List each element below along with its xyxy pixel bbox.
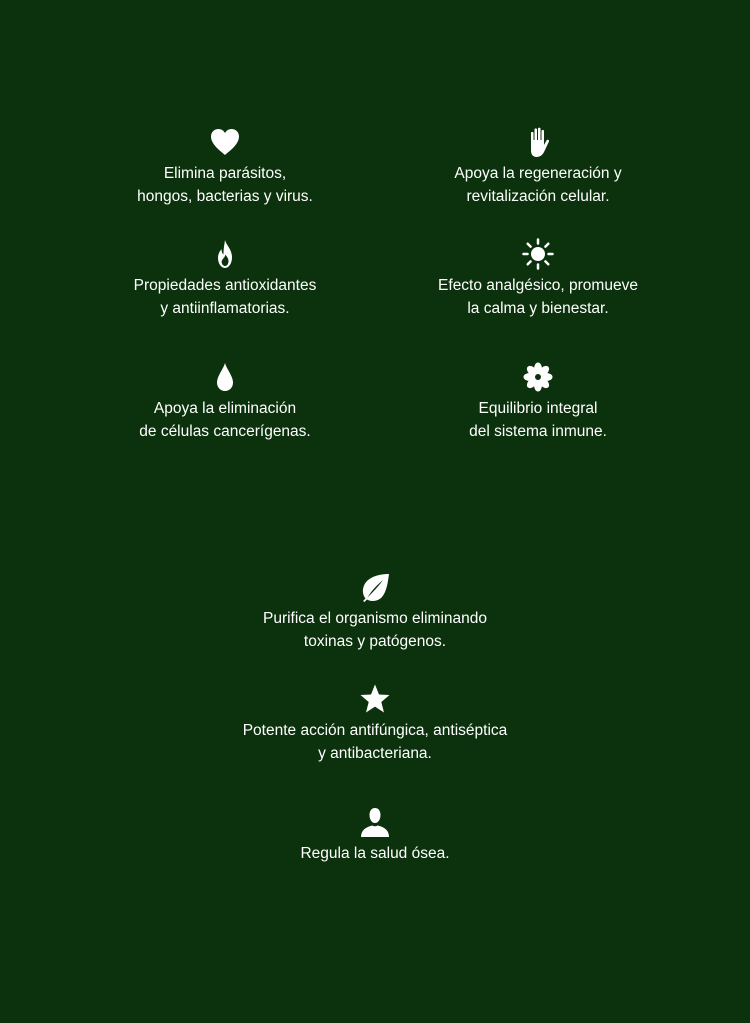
benefit-text: Elimina parásitos, hongos, bacterias y virus. (137, 165, 313, 205)
benefit-text: Efecto analgésico, promueve la calma y bienestar. (438, 277, 638, 317)
flower-icon (522, 361, 554, 393)
sun-icon (522, 238, 554, 270)
benefit-text: Equilibrio integral del sistema inmune. (469, 400, 607, 440)
hand-icon (522, 126, 554, 158)
star-icon (359, 683, 391, 715)
benefit-text: Regula la salud ósea. (300, 845, 450, 862)
drop-icon (209, 361, 241, 393)
person-icon (359, 806, 391, 838)
benefit-item (378, 238, 698, 320)
benefit-text: Apoya la eliminación de células cancerígenas. (139, 400, 311, 440)
benefit-item (175, 571, 575, 653)
benefit-text: Purifica el organismo eliminando toxinas y patógenos. (262, 610, 487, 650)
benefit-item (65, 361, 385, 443)
benefit-item (378, 361, 698, 443)
benefit-text: Apoya la regeneración y revitalización celular. (454, 165, 622, 205)
benefit-item (175, 683, 575, 765)
benefit-item (378, 126, 698, 208)
benefit-item (65, 238, 385, 320)
benefit-item (175, 806, 575, 865)
benefit-text: Potente acción antifúngica, antiséptica y antibacteriana. (242, 722, 508, 762)
benefit-item (65, 126, 385, 208)
benefit-text: Propiedades antioxidantes y antiinflamatorias. (133, 277, 317, 317)
heart-icon (209, 126, 241, 158)
leaf-icon (359, 571, 391, 603)
flame-icon (209, 238, 241, 270)
